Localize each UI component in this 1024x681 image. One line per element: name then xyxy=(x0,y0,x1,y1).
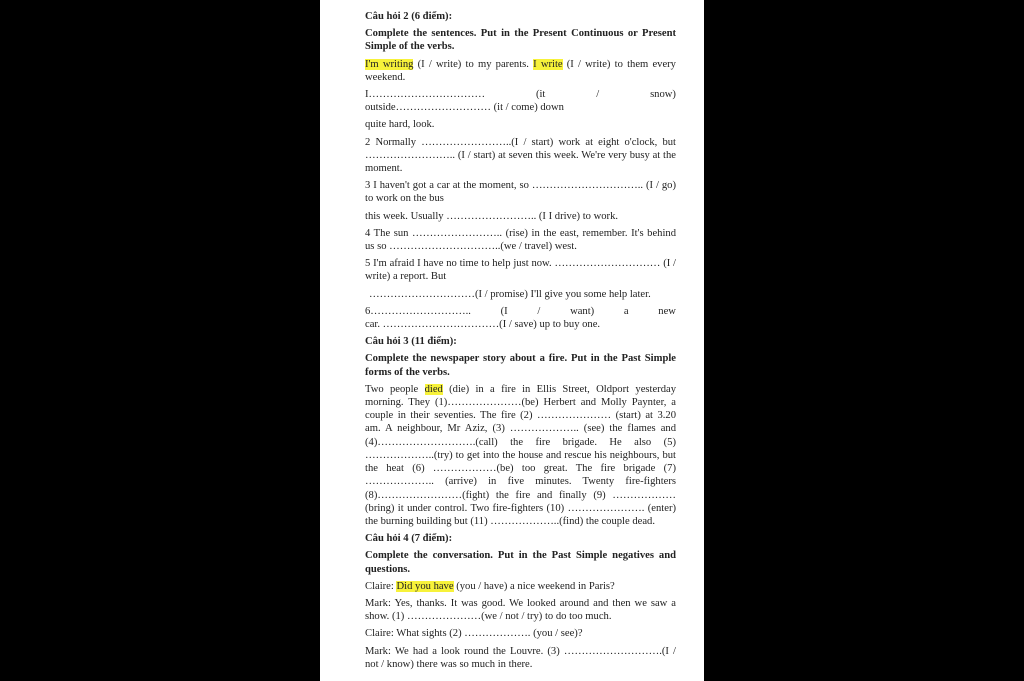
example-text: (I / write) to them every weekend. xyxy=(365,58,676,83)
document-page xyxy=(320,0,704,681)
item-text: / xyxy=(537,305,541,317)
highlight-answer: I write xyxy=(533,58,563,70)
q3-instruction: Complete the newspaper story about a fire. Put in the Past Simple forms of the verbs. xyxy=(365,353,676,378)
q4-mark-line1: Mark: Yes, thanks. It was good. We looked around and then we saw a show. (1) …………………(we / not / try) to do too much. xyxy=(365,597,676,623)
q2-item3b: this week. Usually …………………….. (I I drive) to work. xyxy=(365,210,619,222)
example-text: (I / write) to my parents. xyxy=(413,58,534,70)
story-text: Two people xyxy=(365,383,425,395)
q2-item6-line2: car. ……………………………(I / save) up to buy one. xyxy=(365,319,601,331)
q2-item5b: …………………………(I / promise) I'll give you some help later. xyxy=(369,288,651,300)
q2-item4: 4 The sun …………………….. (rise) in the east, remember. It's behind us so …………………………..(we / travel) west. xyxy=(365,227,676,253)
q2-instruction: Complete the sentences. Put in the Present Continuous or Present Simple of the verbs. xyxy=(365,28,676,53)
worksheet-content xyxy=(365,10,676,675)
item-text: I…………………………… xyxy=(365,89,486,101)
q3-story xyxy=(365,383,676,528)
item-text: (it xyxy=(535,89,546,101)
q4-mark-line2: Mark: We had a look round the Louvre. (3) ……………………….(I / not / know) there was so much in there. xyxy=(365,645,676,670)
highlight-answer: I'm writing xyxy=(365,58,414,70)
q2-item5a: 5 I'm afraid I have no time to help just now. ………………………… (I / write) a report. But xyxy=(365,258,676,283)
q4-heading: Câu hỏi 4 (7 điểm): xyxy=(365,533,453,545)
q2-item1-line1 xyxy=(365,88,676,101)
q2-item3a: 3 I haven't got a car at the moment, so ………………………….. (I / go) to work on the bus xyxy=(365,180,676,205)
q2-heading: Câu hỏi 2 (6 điểm): xyxy=(365,11,453,22)
q4-instruction: Complete the conversation. Put in the Past Simple negatives and questions. xyxy=(365,550,676,575)
q4-claire-line2: Claire: What sights (2) ………………. (you / see)? xyxy=(365,628,583,640)
item-text: want) xyxy=(570,305,595,317)
highlight-answer: died xyxy=(424,383,443,395)
item-text: (I xyxy=(500,305,508,317)
item-text: 6……………………….. xyxy=(365,305,471,317)
item-text: a xyxy=(623,305,629,317)
item-text: / xyxy=(596,89,600,101)
item-text: snow) xyxy=(650,89,676,101)
q2-item1-line3: quite hard, look. xyxy=(365,119,435,131)
dialogue-text: Claire: xyxy=(365,580,397,592)
story-text: (die) in a fire in Ellis Street, Oldport yesterday morning. They (1)…………………(be) Herbert and Molly Paynter, a couple in their seventies. The fire (2) ………………… (start) at 3.20 am. A neighbour, Mr Aziz, (3) ……………….. (see) the flames and (4)……………………….(call) the fire brigade. He also (5) ………………..(try) to get into the house and rescue his neighbours, but the heat (6) ………………(be) too great. The fire brigade (7) ……………….. (arrive) in five minutes. Twenty fire-fighters (8)……………………(fight) the fire and finally (9) ………………(bring) it under control. Two fire-fighters (10) …………………. (enter) the burning building but (11) ………………..(find) the couple dead. xyxy=(365,383,676,527)
dialogue-text: (you / have) a nice weekend in Paris? xyxy=(453,580,615,592)
highlight-answer: Did you have xyxy=(396,580,454,592)
q2-example xyxy=(365,58,676,84)
q4-claire-line1 xyxy=(365,580,676,593)
q3-heading: Câu hỏi 3 (11 điểm): xyxy=(365,336,457,348)
q2-item2: 2 Normally ……………………..(I / start) work at eight o'clock, but …………………….. (I / start) at seven this week. We're very busy at the moment. xyxy=(365,136,676,175)
q2-item6-line1 xyxy=(365,305,676,318)
item-text: new xyxy=(658,305,676,317)
q2-item1-line2: outside……………………… (it / come) down xyxy=(365,102,564,114)
